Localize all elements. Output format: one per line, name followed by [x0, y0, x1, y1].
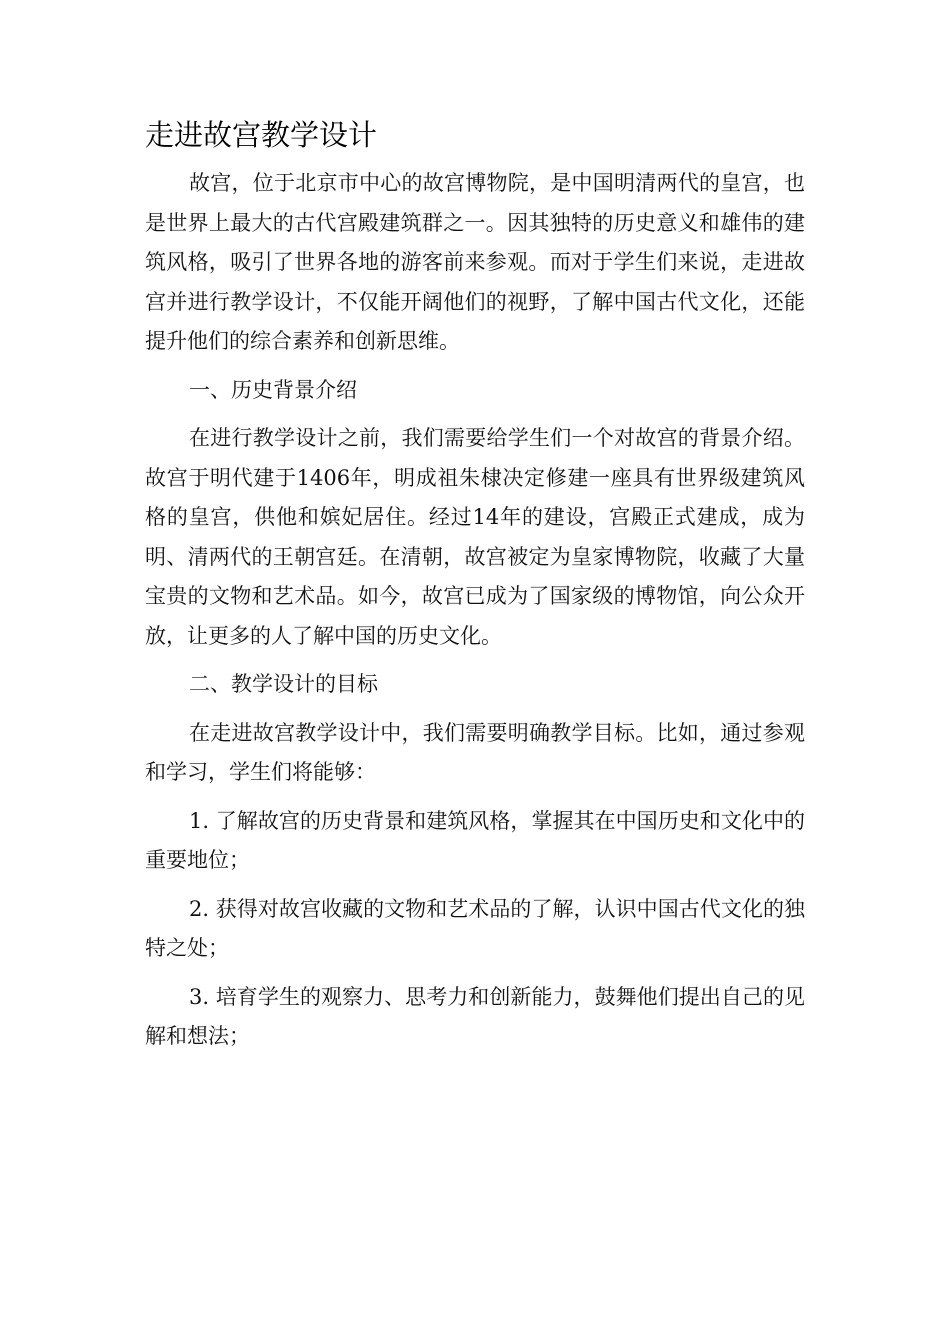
- goal-item-2: 2. 获得对故宫收藏的文物和艺术品的了解，认识中国古代文化的独特之处；: [145, 896, 805, 960]
- goals-intro-paragraph: 在走进故宫教学设计中，我们需要明确教学目标。比如，通过参观和学习，学生们将能够：: [145, 720, 805, 784]
- section-heading-goals: 二、教学设计的目标: [189, 672, 378, 696]
- document-title: 走进故宫教学设计: [145, 118, 378, 152]
- intro-paragraph: 故宫，位于北京市中心的故宫博物院，是中国明清两代的皇宫，也是世界上最大的古代宫殿建筑群之一。因其独特的历史意义和雄伟的建筑风格，吸引了世界各地的游客前来参观。而对于学生们来说，走进故宫并进行教学设计，不仅能开阔他们的视野，了解中国古代文化，还能提升他们的综合素养和创新思维。: [145, 171, 805, 353]
- goal-item-1: 1. 了解故宫的历史背景和建筑风格，掌握其在中国历史和文化中的重要地位；: [145, 808, 805, 872]
- document-body: [145, 164, 805, 1066]
- section-heading-history: 一、历史背景介绍: [189, 377, 357, 402]
- history-paragraph: 在进行教学设计之前，我们需要给学生们一个对故宫的背景介绍。故宫于明代建于1406年，明成祖朱棣决定修建一座具有世界级建筑风格的皇宫，供他和嫔妃居住。经过14年的建设，宫殿正式建成，成为明、清两代的王朝宫廷。在清朝，故宫被定为皇家博物院，收藏了大量宝贵的文物和艺术品。如今，故宫已成为了国家级的博物馆，向公众开放，让更多的人了解中国的历史文化。: [145, 426, 805, 648]
- goal-item-3: 3. 培育学生的观察力、思考力和创新能力，鼓舞他们提出自己的见解和想法；: [145, 984, 805, 1048]
